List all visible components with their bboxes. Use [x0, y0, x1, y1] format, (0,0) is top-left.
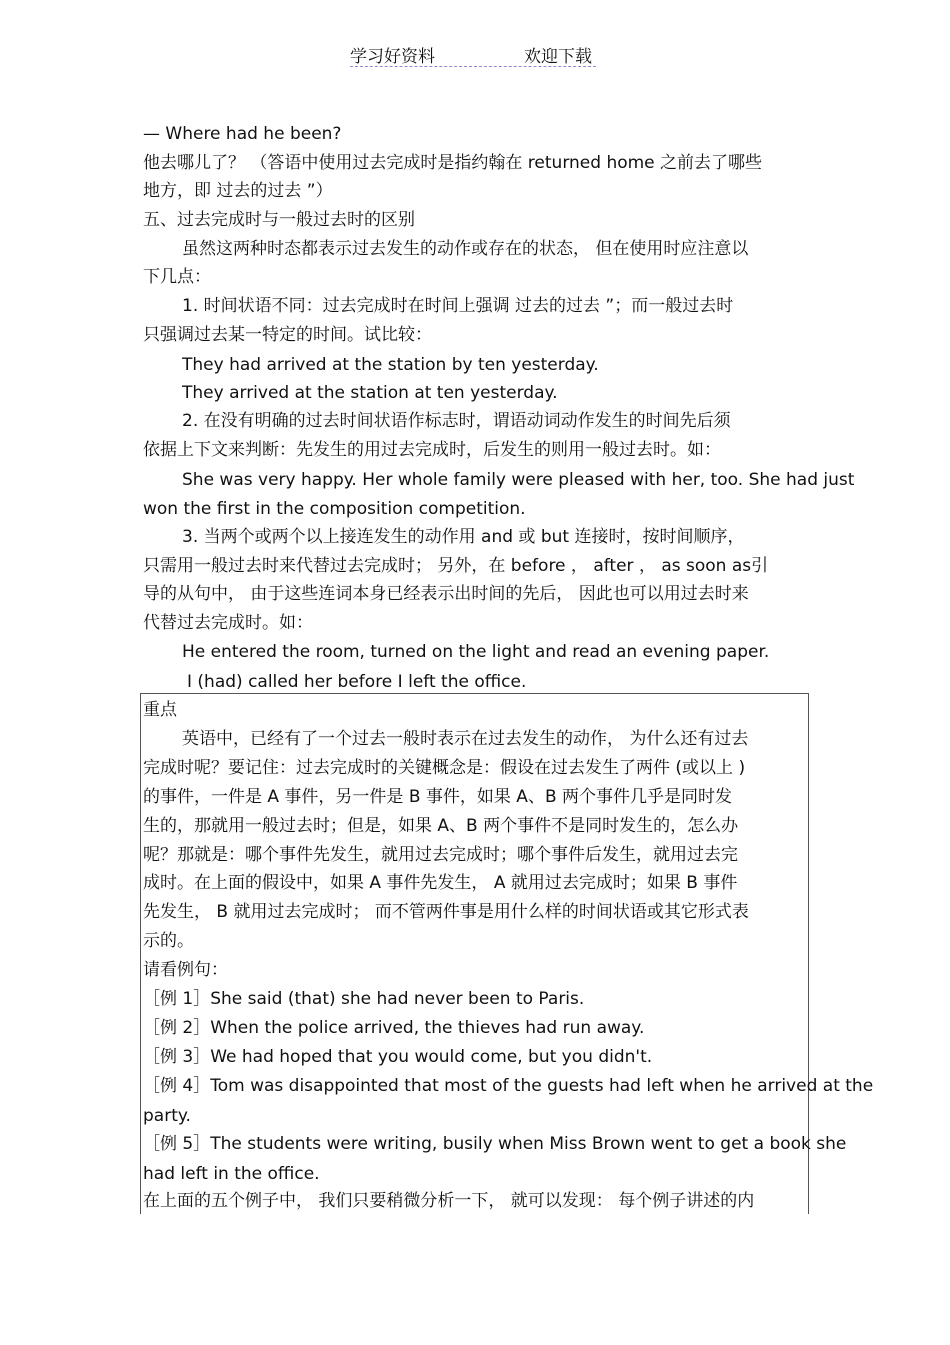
text-line: 下几点： — [143, 267, 211, 287]
box-example: ［例 2］When the police arrived, the thieves had run away. — [143, 1018, 645, 1038]
box-title: 重点 — [143, 700, 177, 720]
box-text-line: 英语中，已经有了一个过去一般时表示在过去发生的动作， 为什么还有过去 — [182, 729, 749, 749]
box-text-line: 示的。 — [143, 931, 194, 951]
text-line: 代替过去完成时。如： — [143, 613, 313, 633]
example-sentence: They had arrived at the station by ten yesterday. — [182, 355, 599, 375]
text-line: 地方，即 过去的过去 ”） — [143, 181, 333, 201]
text-line: 只需用一般过去时来代替过去完成时； 另外，在 before ， after ， as soon as引 — [143, 556, 769, 576]
box-example: had left in the office. — [143, 1164, 320, 1184]
example-sentence: She was very happy. Her whole family were pleased with her, too. She had just — [182, 470, 855, 490]
text-line: 虽然这两种时态都表示过去发生的动作或存在的状态， 但在使用时应注意以 — [182, 239, 749, 259]
box-example: ［例 1］She said (that) she had never been to Paris. — [143, 989, 585, 1009]
text-line: — Where had he been? — [143, 124, 342, 144]
example-sentence: They arrived at the station at ten yesterday. — [182, 383, 558, 403]
text-line: 他去哪儿了？ （答语中使用过去完成时是指约翰在 returned home 之前去了哪些 — [143, 153, 763, 173]
box-text-line: 完成时呢？要记住：过去完成时的关键概念是：假设在过去发生了两件 (或以上 ) — [143, 758, 746, 778]
text-line: 1. 时间状语不同：过去完成时在时间上强调 过去的过去 ”；而一般过去时 — [182, 296, 734, 316]
box-text-line: 先发生， B 就用过去完成时； 而不管两件事是用什么样的时间状语或其它形式表 — [143, 902, 749, 922]
text-line: 只强调过去某一特定的时间。试比较： — [143, 325, 432, 345]
box-example: party. — [143, 1106, 191, 1126]
header-right-text: 欢迎下载 — [524, 47, 592, 67]
box-text-line: 的事件，一件是 A 事件，另一件是 B 事件，如果 A、B 两个事件几乎是同时发 — [143, 787, 733, 807]
box-text-line: 在上面的五个例子中， 我们只要稍微分析一下， 就可以发现： 每个例子讲述的内 — [143, 1191, 755, 1211]
text-line: 依据上下文来判断：先发生的用过去完成时，后发生的则用一般过去时。如： — [143, 440, 721, 460]
example-sentence: He entered the room, turned on the light and read an evening paper. — [182, 642, 770, 662]
header-left-text: 学习好资料 — [350, 47, 435, 67]
text-line: 3. 当两个或两个以上接连发生的动作用 and 或 but 连接时，按时间顺序， — [182, 527, 745, 547]
page-header — [350, 40, 596, 67]
example-sentence: I (had) called her before I left the office. — [187, 672, 527, 692]
example-sentence: won the first in the composition competition. — [143, 499, 526, 519]
box-text-line: 请看例句： — [143, 960, 228, 980]
box-example: ［例 5］The students were writing, busily when Miss Brown went to get a book she — [143, 1134, 847, 1154]
box-text-line: 呢？那就是：哪个事件先发生，就用过去完成时；哪个事件后发生，就用过去完 — [143, 845, 738, 865]
box-text-line: 成时。在上面的假设中，如果 A 事件先发生， A 就用过去完成时；如果 B 事件 — [143, 873, 738, 893]
box-example: ［例 4］Tom was disappointed that most of the guests had left when he arrived at the — [143, 1076, 874, 1096]
box-text-line: 生的，那就用一般过去时；但是，如果 A、B 两个事件不是同时发生的，怎么办 — [143, 816, 739, 836]
text-line: 2. 在没有明确的过去时间状语作标志时，谓语动词动作发生的时间先后须 — [182, 411, 731, 431]
box-example: ［例 3］We had hoped that you would come, but you didn't. — [143, 1047, 653, 1067]
text-line: 导的从句中， 由于这些连词本身已经表示出时间的先后， 因此也可以用过去时来 — [143, 584, 749, 604]
section-heading: 五、过去完成时与一般过去时的区别 — [143, 210, 415, 230]
